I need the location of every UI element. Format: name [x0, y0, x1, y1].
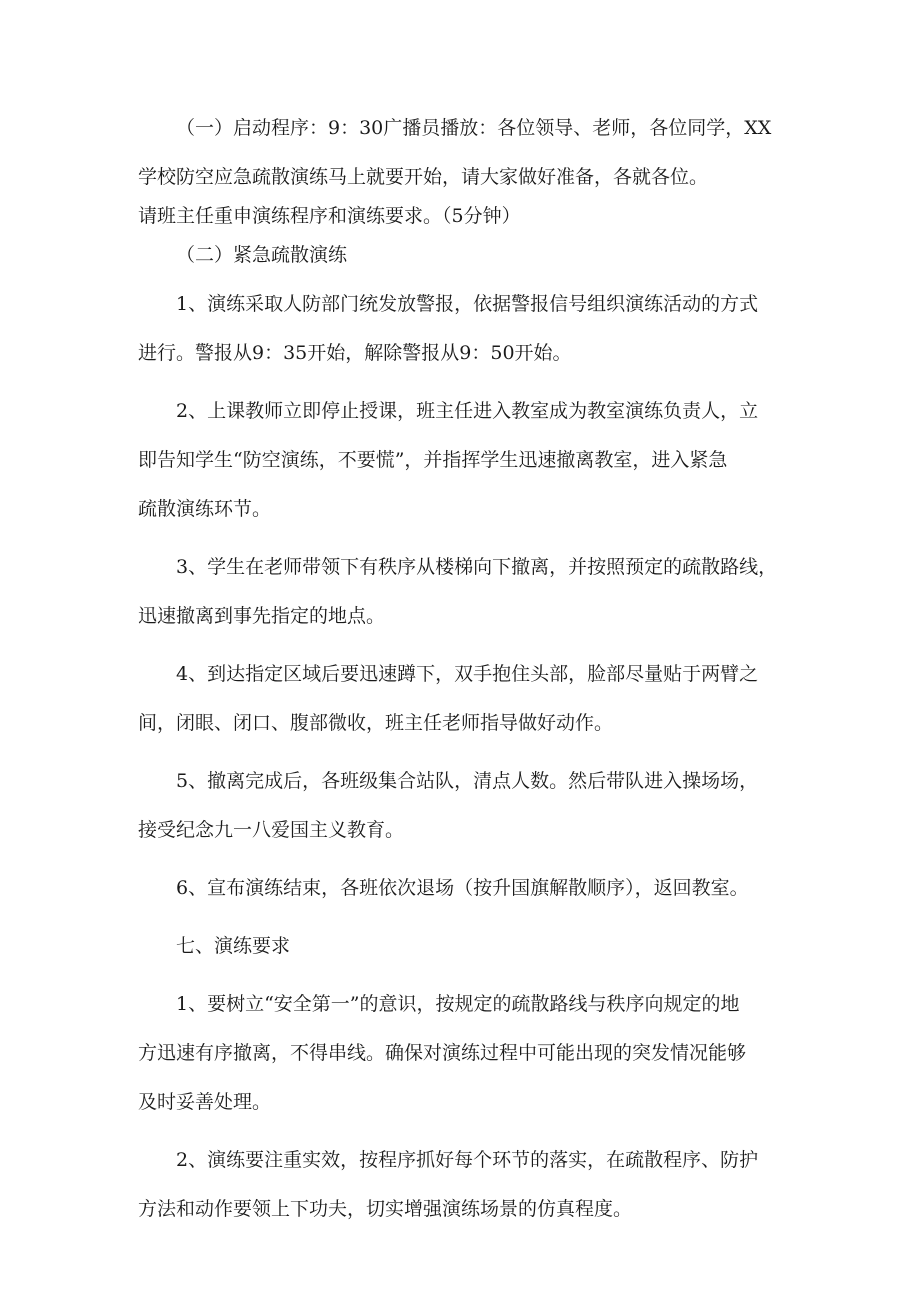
text-line: 间，闭眼、闭口、腹部微收，班主任老师指导做好动作。	[138, 712, 614, 734]
text-line: 学校防空应急疏散演练马上就要开始，请大家做好准备，各就各位。	[138, 166, 709, 188]
text-line: 6、宣布演练结束，各班依次退场（按升国旗解散顺序），返回教室。	[176, 877, 749, 899]
text-line: 接受纪念九一八爱国主义教育。	[138, 819, 405, 841]
text-line: 1、演练采取人防部门统发放警报，依据警报信号组织演练活动的方式	[176, 293, 759, 315]
document-body	[138, 114, 798, 1224]
text-line: 1、要树立“安全第一”的意识，按规定的疏散路线与秩序向规定的地	[176, 993, 740, 1015]
text-line: 3、学生在老师带领下有秩序从楼梯向下撤离，并按照预定的疏散路线，	[176, 556, 778, 578]
text-line: 即告知学生“防空演练，不要慌”，并指挥学生迅速撤离教室，进入紧急	[138, 449, 728, 471]
text-line: 2、演练要注重实效，按程序抓好每个环节的落实，在疏散程序、防护	[176, 1149, 759, 1171]
text-line: 2、上课教师立即停止授课，班主任进入教室成为教室演练负责人，立	[176, 400, 759, 422]
text-line: （二）紧急疏散演练	[176, 244, 348, 266]
text-line: 方迅速有序撤离，不得串线。确保对演练过程中可能出现的突发情况能够	[138, 1042, 747, 1064]
text-line: 方法和动作要领上下功夫，切实增强演练场景的仿真程度。	[138, 1198, 633, 1220]
section-heading: 七、演练要求	[176, 935, 291, 957]
text-line: 请班主任重申演练程序和演练要求。（5分钟）	[138, 205, 521, 227]
text-line: 5、撤离完成后，各班级集合站队，清点人数。然后带队进入操场场，	[176, 770, 759, 792]
text-line: （一）启动程序：9：30广播员播放：各位领导、老师，各位同学，XX	[176, 117, 772, 139]
text-line: 进行。警报从9：35开始，解除警报从9：50开始。	[138, 342, 572, 364]
text-line: 及时妥善处理。	[138, 1091, 272, 1113]
text-line: 4、到达指定区域后要迅速蹲下，双手抱住头部，脸部尽量贴于两臂之	[176, 663, 759, 685]
text-line: 疏散演练环节。	[138, 498, 272, 520]
text-line: 迅速撤离到事先指定的地点。	[138, 605, 386, 627]
